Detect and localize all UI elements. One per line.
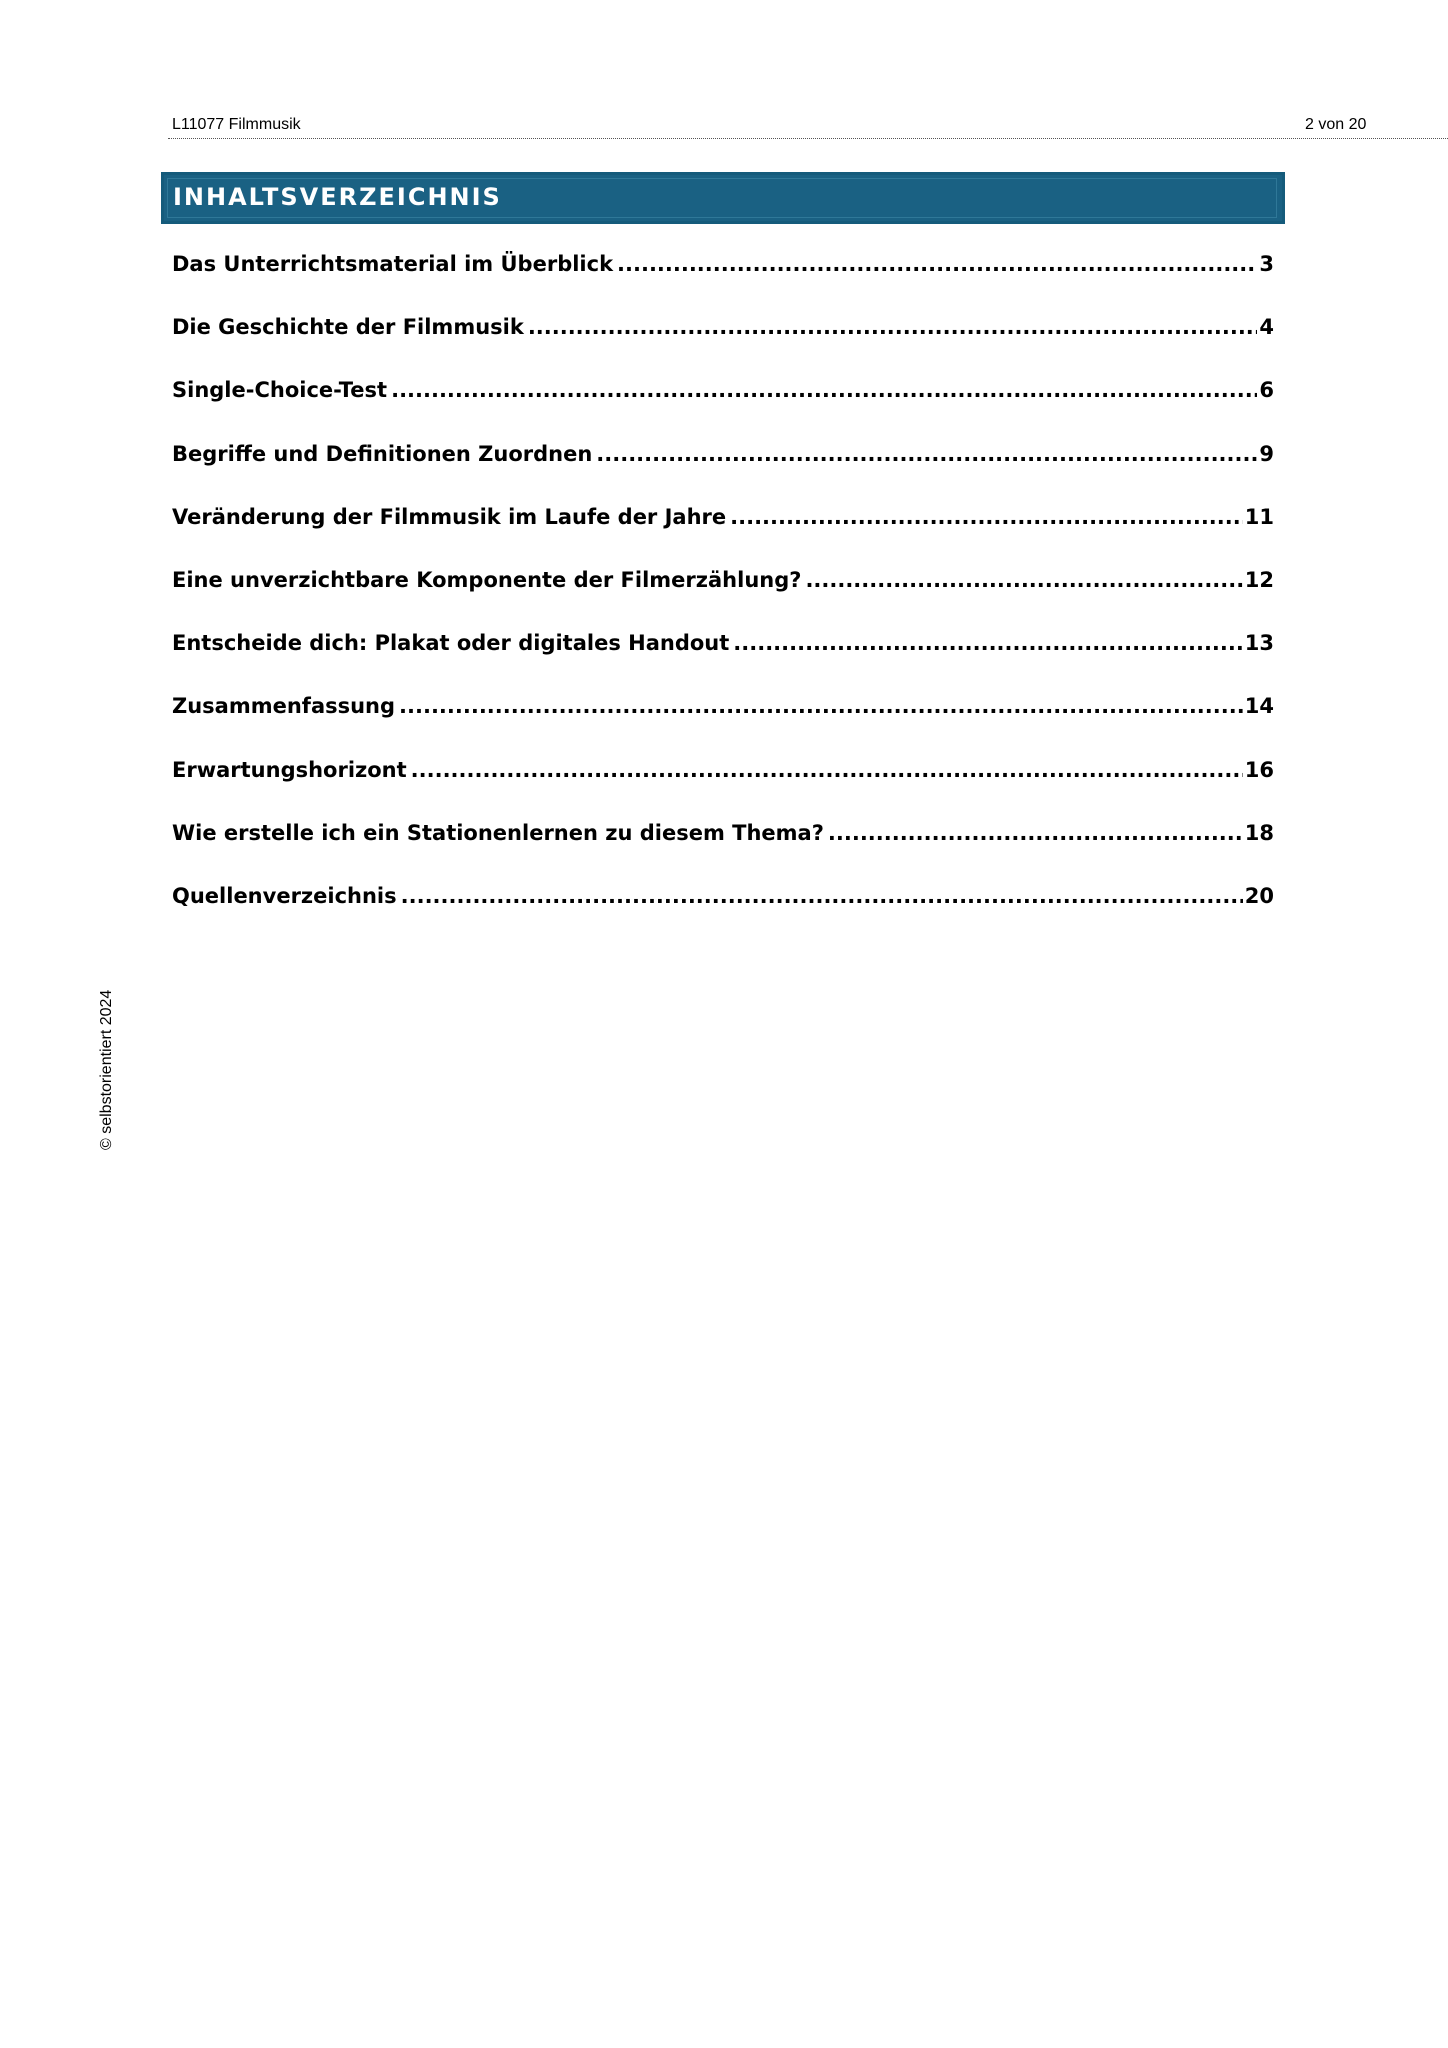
dot-leader bbox=[828, 821, 1243, 846]
toc-entry-label: Quellenverzeichnis bbox=[172, 883, 397, 908]
toc-entry-page: 11 bbox=[1244, 504, 1274, 529]
toc-entry-label: Eine unverzichtbare Komponente der Filmerzählung? bbox=[172, 567, 802, 592]
page-number: 2 von 20 bbox=[1305, 116, 1367, 133]
dot-leader bbox=[391, 378, 1257, 403]
table-of-contents bbox=[172, 252, 1274, 947]
toc-entry-page: 16 bbox=[1244, 757, 1274, 782]
toc-entry[interactable] bbox=[172, 884, 1274, 947]
toc-entry-page: 3 bbox=[1259, 252, 1274, 276]
page-header bbox=[168, 116, 1448, 139]
toc-entry[interactable] bbox=[172, 821, 1274, 884]
toc-heading: INHALTSVERZEICHNIS bbox=[173, 183, 502, 211]
dot-leader bbox=[411, 758, 1243, 783]
copyright-notice: © selbstorientiert 2024 bbox=[98, 989, 115, 1150]
toc-entry-label: Erwartungshorizont bbox=[172, 757, 407, 782]
toc-entry-page: 4 bbox=[1259, 315, 1274, 340]
toc-entry-label: Wie erstelle ich ein Stationenlernen zu diesem Thema? bbox=[172, 820, 824, 845]
dot-leader bbox=[617, 252, 1257, 277]
toc-entry[interactable] bbox=[172, 694, 1274, 757]
toc-entry-label: Entscheide dich: Plakat oder digitales Handout bbox=[172, 631, 730, 656]
toc-entry[interactable] bbox=[172, 505, 1274, 568]
toc-entry[interactable] bbox=[172, 378, 1274, 441]
dot-leader bbox=[730, 505, 1243, 530]
toc-entry-page: 9 bbox=[1259, 441, 1274, 466]
toc-entry[interactable] bbox=[172, 631, 1274, 694]
toc-entry-page: 20 bbox=[1244, 883, 1274, 908]
toc-entry[interactable] bbox=[172, 758, 1274, 821]
toc-entry[interactable] bbox=[172, 252, 1274, 315]
document-title: L11077 Filmmusik bbox=[172, 116, 301, 133]
toc-entry[interactable] bbox=[172, 315, 1274, 378]
toc-entry[interactable] bbox=[172, 568, 1274, 631]
toc-entry-label: Veränderung der Filmmusik im Laufe der Jahre bbox=[172, 504, 727, 529]
toc-entry-page: 14 bbox=[1244, 694, 1274, 719]
toc-entry-page: 6 bbox=[1259, 378, 1274, 403]
dot-leader bbox=[805, 568, 1242, 593]
toc-entry-page: 18 bbox=[1244, 820, 1274, 845]
dot-leader bbox=[596, 442, 1257, 467]
toc-entry-page: 12 bbox=[1244, 567, 1274, 592]
dot-leader bbox=[399, 694, 1243, 719]
toc-entry-label: Das Unterrichtsmaterial im Überblick bbox=[172, 252, 614, 276]
dot-leader bbox=[401, 884, 1243, 909]
toc-entry-label: Zusammenfassung bbox=[172, 694, 396, 719]
toc-entry-label: Single-Choice-Test bbox=[172, 378, 388, 403]
toc-entry-page: 13 bbox=[1244, 631, 1274, 656]
dot-leader bbox=[528, 315, 1258, 340]
toc-heading-banner bbox=[161, 172, 1285, 224]
dot-leader bbox=[733, 631, 1242, 656]
toc-entry-label: Die Geschichte der Filmmusik bbox=[172, 315, 524, 340]
toc-entry[interactable] bbox=[172, 442, 1274, 505]
toc-entry-label: Begriffe und Definitionen Zuordnen bbox=[172, 441, 593, 466]
